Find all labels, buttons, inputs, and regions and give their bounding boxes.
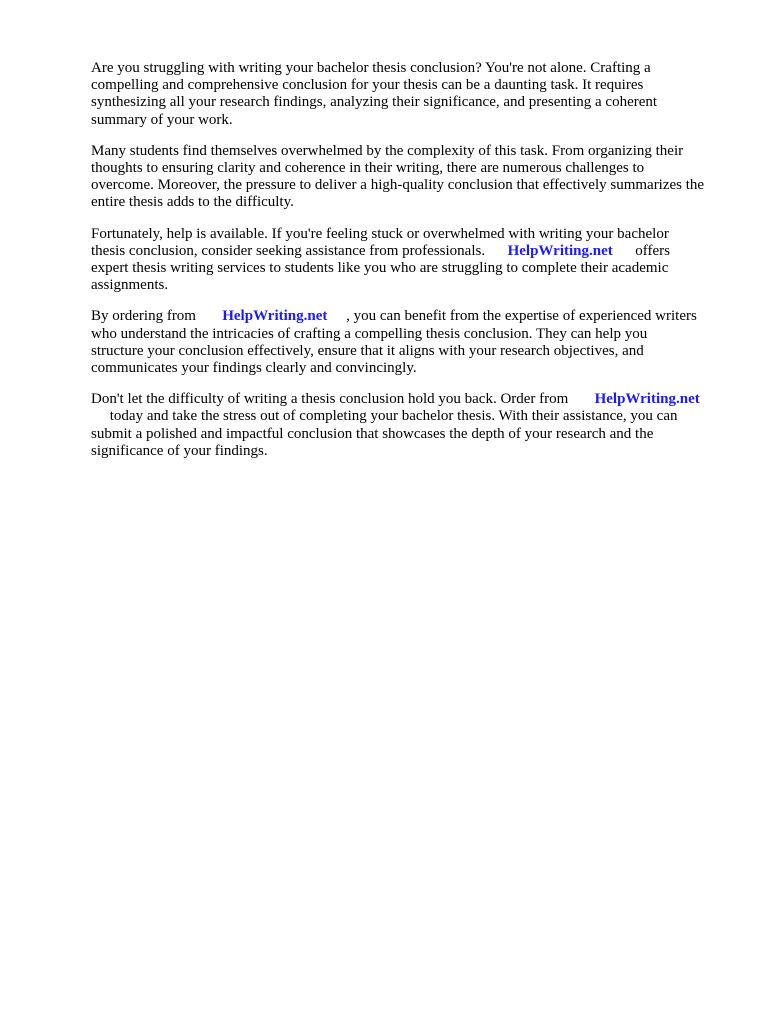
paragraph-text: , you can benefit from the expertise of experienced writers who understand the intricacies of crafting a compelling thesis conclusion. They can help you structure your conclusion effectively, ensure that it aligns with your research objectives, and communicates your findings clearly and convincingly. — [91, 308, 697, 377]
paragraph-text: offers expert thesis writing services to students like you who are struggling to complete their academic assignments. — [91, 242, 670, 294]
helpwriting-link[interactable]: HelpWriting.net — [222, 308, 328, 325]
document-body — [91, 60, 727, 474]
paragraph-text: Don't let the difficulty of writing a thesis conclusion hold you back. Order from — [91, 391, 595, 408]
paragraph-intro: Are you struggling with writing your bachelor thesis conclusion? You're not alone. Crafting a compelling and comprehensive conclusion for your thesis can be a daunting task. It requires synthesizing all your research findings, analyzing their significance, and presenting a coherent summary of your work. — [91, 60, 658, 128]
paragraph-help-available — [91, 226, 727, 295]
paragraph-ordering — [91, 308, 727, 377]
helpwriting-link[interactable]: HelpWriting.net — [594, 391, 700, 408]
paragraph-text: By ordering from — [91, 308, 223, 325]
paragraph-text: Fortunately, help is available. If you're feeling stuck or overwhelmed with writing your bachelor thesis conclusion, consider seeking assistance from professionals. — [91, 225, 669, 259]
paragraph-text: today and take the stress out of completing your bachelor thesis. With their assistance, you can submit a polished and impactful conclusion that showcases the depth of your research and the significance of your findings. — [91, 408, 678, 459]
paragraph-call-to-action — [91, 391, 727, 460]
helpwriting-link[interactable]: HelpWriting.net — [507, 242, 613, 259]
paragraph-challenges: Many students find themselves overwhelmed by the complexity of this task. From organizing their thoughts to ensuring clarity and coherence in their writing, there are numerous challenges to overcome. Moreover, the pressure to deliver a high-quality conclusion that effectively summarizes the entire thesis adds to the difficulty. — [91, 142, 705, 211]
